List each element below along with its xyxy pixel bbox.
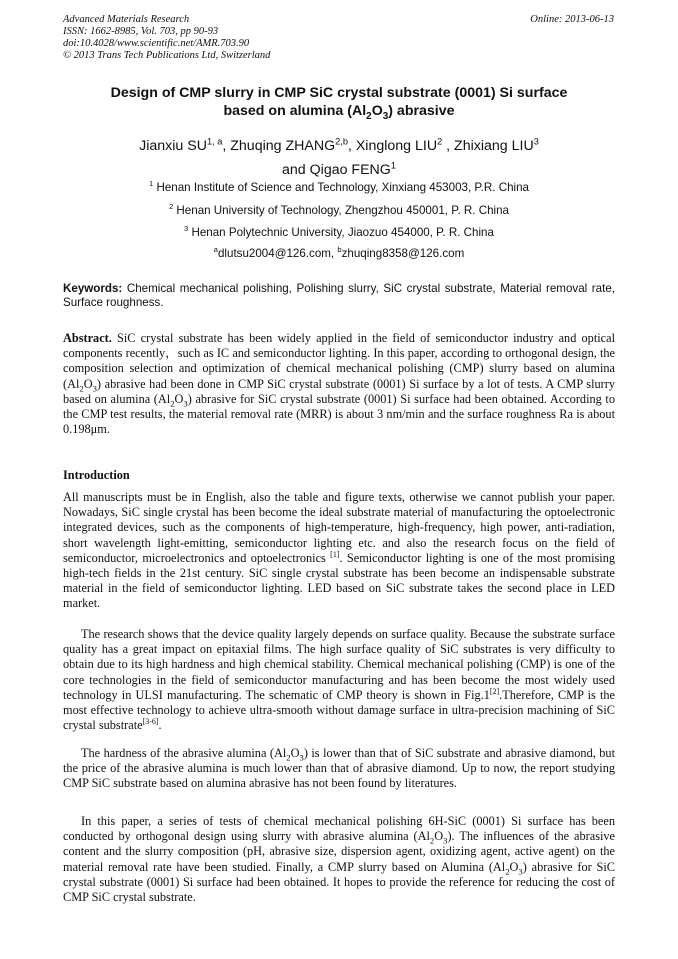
journal-copyright: © 2013 Trans Tech Publications Ltd, Switzerland [63, 50, 271, 61]
intro-paragraph-2: The research shows that the device quality largely depends on surface quality. Because the substrate surface quality has a great impact on epitaxial films. The high surface quality of SiC substrates is very difficulty to obtain due to its high hardness and high chemical stability. Chemical mechanical polishing (CMP) is one of the core technologies in the field of semiconductor manufacturing and has been become the most widely used technology in ULSI manufacturing. The schematic of CMP theory is shown in Fig.1[2].Therefore, CMP is the most effective technology to achieve ultra-smooth without damage surface in ultra-precision machining of SiC crystal substrate[3-6]. [63, 627, 615, 733]
affiliation-1: $^1$ Henan Institute of Science and Technology, Xinxiang 453003, P.R. China [149, 179, 529, 194]
title-line-1: Design of CMP slurry in CMP SiC crystal substrate (0001) Si surface [110, 85, 568, 101]
paper-title [63, 84, 615, 120]
online-date: Online: 2013-06-13 [530, 14, 614, 25]
journal-name: Advanced Materials Research [63, 14, 190, 25]
abstract-label: Abstract. [63, 331, 112, 345]
journal-header [63, 14, 270, 62]
introduction-heading: Introduction [63, 468, 130, 482]
keywords-text: Chemical mechanical polishing, Polishing slurry, SiC crystal substrate, Material removal rate, Surface roughness. [63, 282, 615, 310]
affiliation-3: $^3$ Henan Polytechnic University, Jiaozuo 454000, P. R. China [184, 224, 494, 239]
keywords-label: Keywords: [63, 282, 123, 295]
author-line-1: Jianxiu SU$^{1, a}$, Zhuqing ZHANG$^{2,b}$, Xinglong LIU$^2$ , Zhixiang LIU$^3$ [139, 136, 539, 154]
journal-doi: doi:10.4028/www.scientific.net/AMR.703.90 [63, 38, 250, 49]
abstract: Abstract. SiC crystal substrate has been widely applied in the field of semiconductor industry and optical components recently，such as IC and semiconductor lighting. In this paper, according to orthogonal design, the composition selection and optimization of chemical mechanical polishing (CMP) slurry based on alumina $(Al_2O_3)$ abrasive had been done in CMP SiC crystal substrate (0001) Si surface by a lot of tests. A CMP slurry based on alumina $(Al_2O_3)$ abrasive for SiC crystal substrate (0001) Si surface had been obtained. According to the CMP test results, the material removal rate (MRR) is about 3 nm/min and the surface roughness Ra is about 0.198μm. [63, 331, 615, 437]
author-emails: $^a$dlutsu2004@126.com, $^b$zhuqing8358@126.com [213, 245, 465, 260]
title-line-2: based on alumina $(Al_2O_3)$ abrasive [223, 103, 455, 122]
affiliation-2: $^2$ Henan University of Technology, Zhengzhou 450001, P. R. China [169, 202, 509, 217]
intro-paragraph-4: In this paper, a series of tests of chemical mechanical polishing 6H-SiC (0001) Si surface has been conducted by orthogonal design using slurry with abrasive alumina $(Al_2O_3)$. The influences of the abrasive content and the slurry composition (pH, abrasive size, dispersion agent, oxidizing agent, active agent) on the material removal rate have been studied. Finally, a CMP slurry based on Alumina $(Al_2O_3)$ abrasive for SiC crystal substrate (0001) Si surface had been obtained. It hopes to provide the reference for reducing the cost of CMP SiC crystal substrate. [63, 814, 616, 905]
author-line-2: and Qigao FENG$^1$ [282, 160, 396, 178]
intro-paragraph-3: The hardness of the abrasive alumina $(Al_2O_3)$ is lower than that of SiC substrate and abrasive diamond, but the price of the abrasive alumina is much lower than that of abrasive diamond. Up to now, the report studying CMP SiC substrate based on alumina abrasive has not been found by literatures. [63, 746, 615, 791]
journal-issn: ISSN: 1662-8985, Vol. 703, pp 90-93 [63, 26, 219, 37]
keywords [63, 282, 615, 310]
intro-paragraph-1: All manuscripts must be in English, also the table and figure texts, otherwise we cannot publish your paper. Nowadays, SiC single crystal has been become the ideal substrate material of manufacturing the optoelectronic integrated devices, such as the components of high-temperature, high-frequency, high power, anti-radiation, short wavelength light-emitting, semiconductor lighting etc. and also the research focus on the field of semiconductor, microelectronics and optoelectronics [1]. Semiconductor lighting is one of the most promising high-tech fields in the 21st century. SiC single crystal substrate has been become an indispensable substrate material in the field of semiconductor lighting. LED based on SiC substrate takes the second place in LED market. [63, 490, 616, 611]
author-list [63, 134, 615, 182]
